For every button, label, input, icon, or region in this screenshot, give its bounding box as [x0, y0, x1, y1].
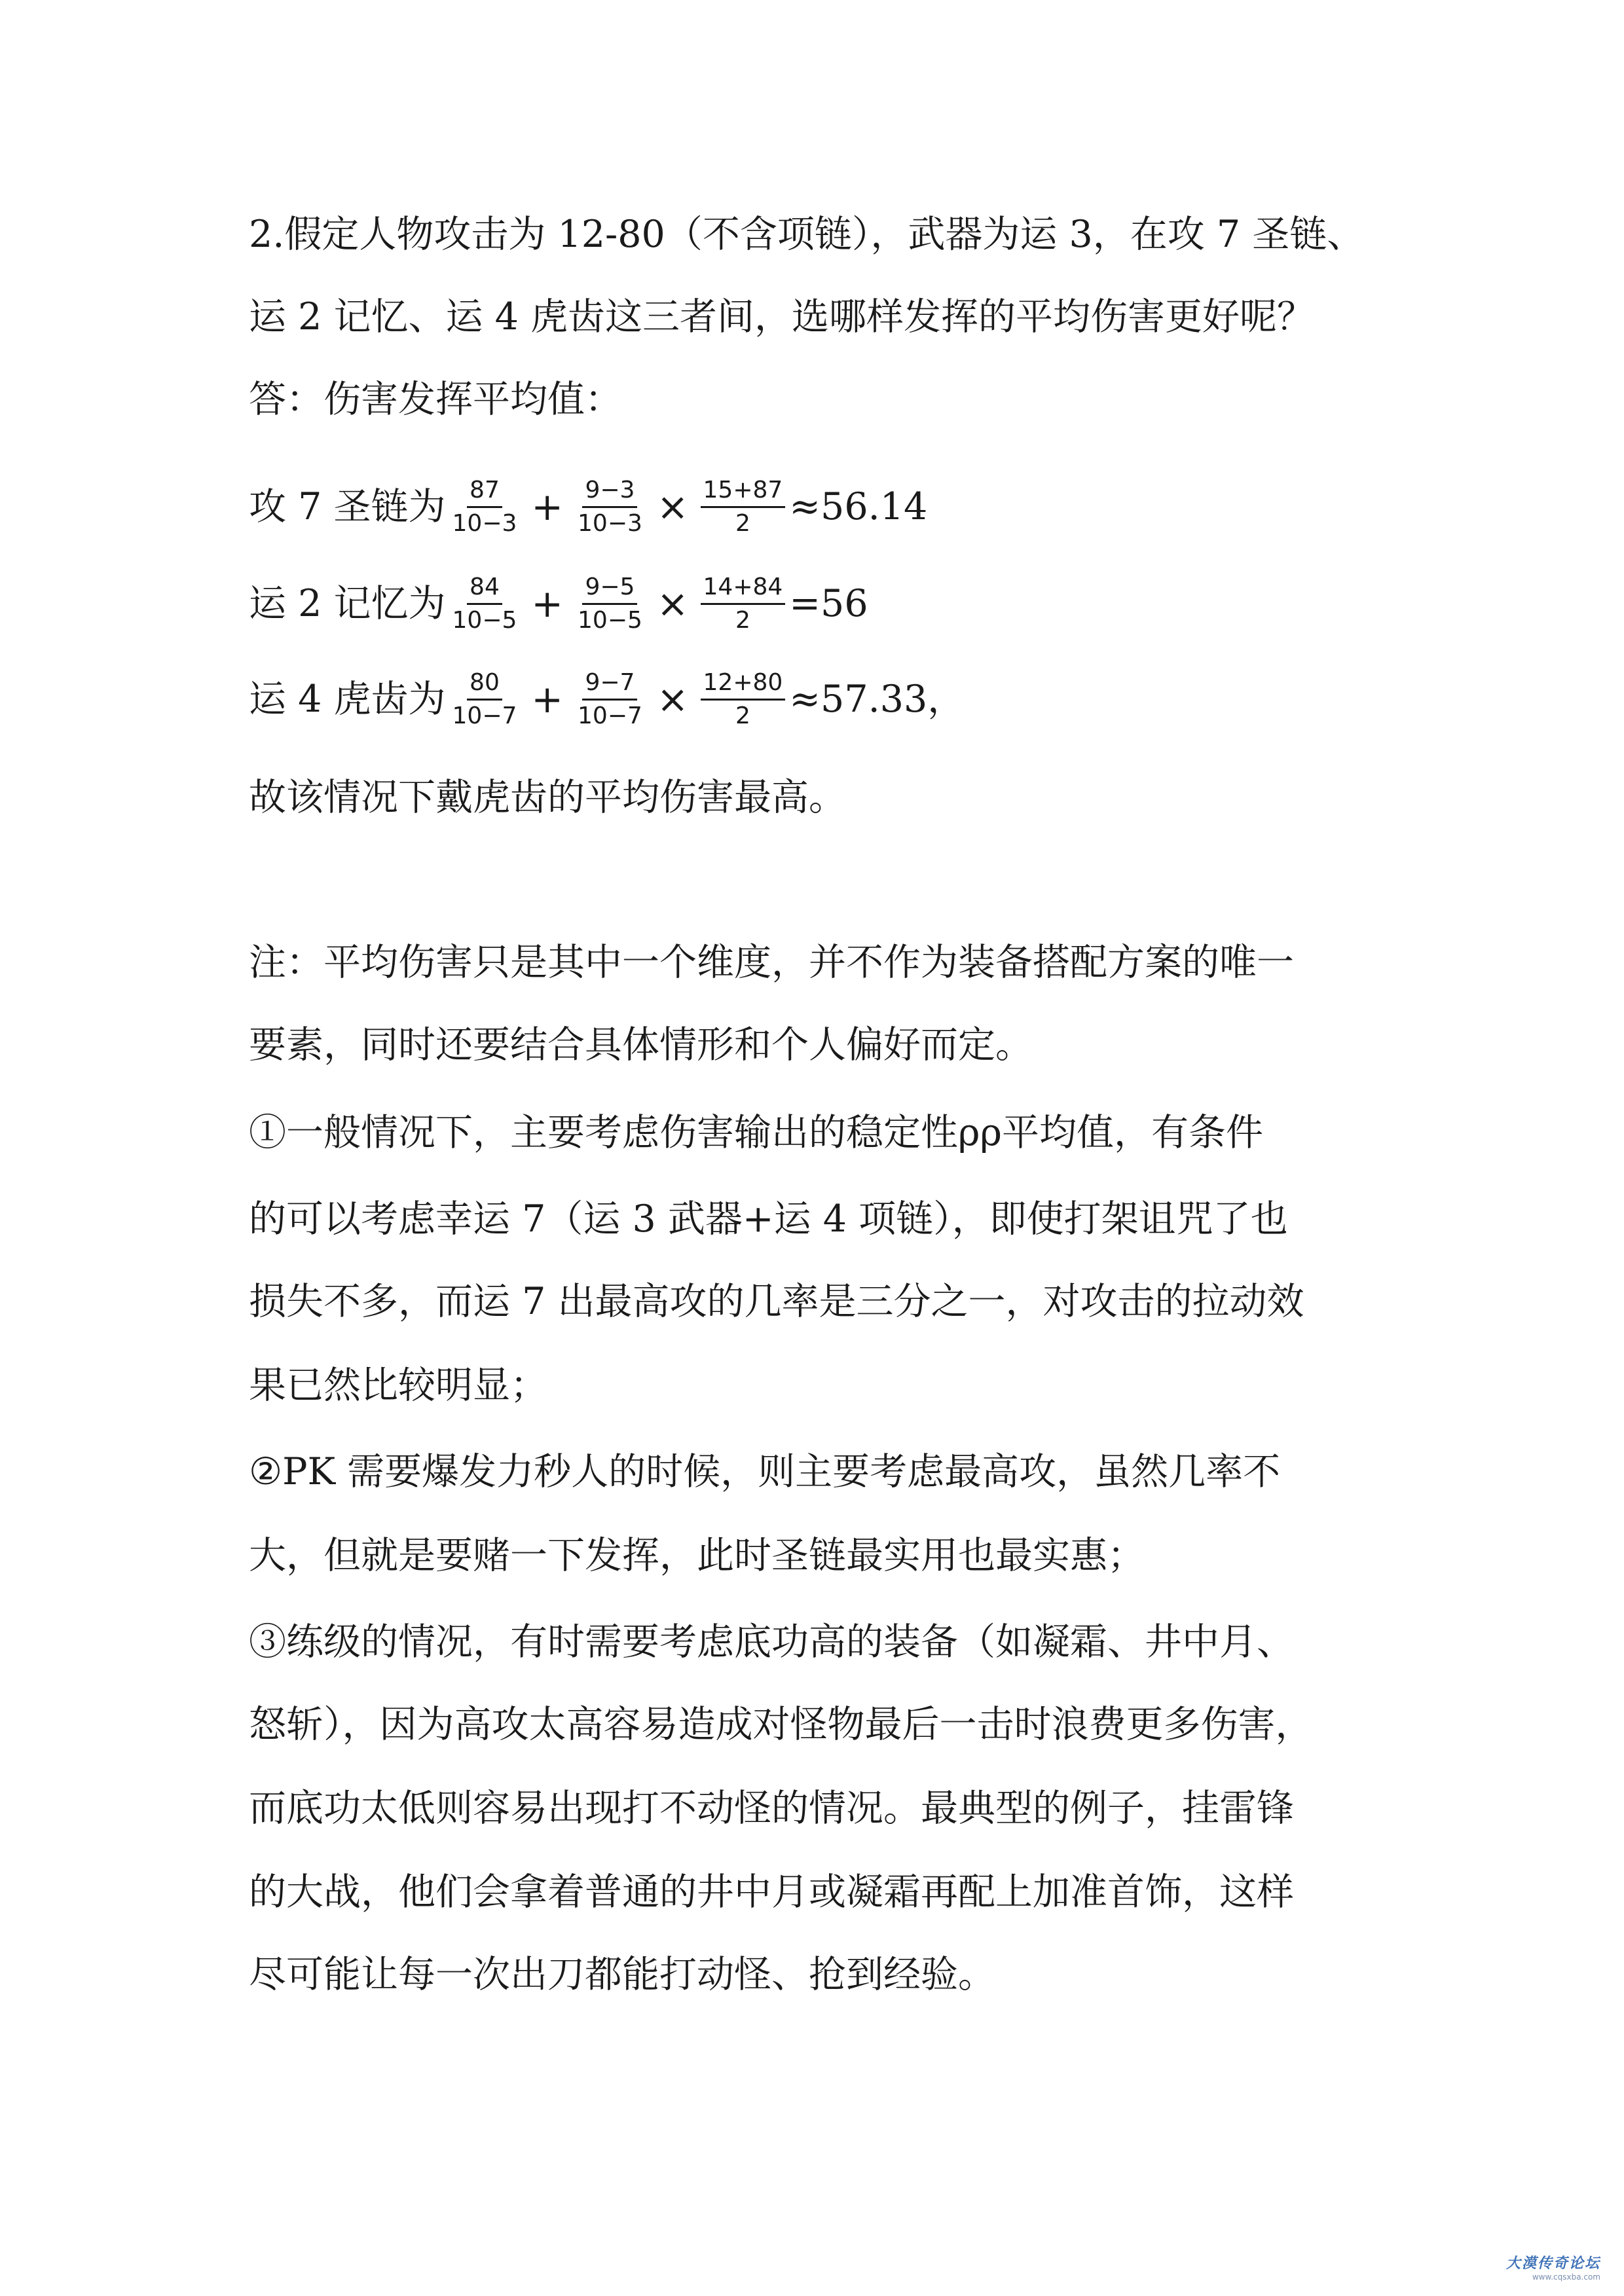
fraction-denominator: 10−5	[452, 606, 517, 634]
formula-label: 攻 7 圣链为	[249, 485, 446, 528]
plus-operator: +	[531, 581, 564, 626]
site-watermark	[1506, 2252, 1600, 2282]
fraction	[450, 668, 520, 731]
fraction-denominator: 2	[735, 606, 750, 634]
answer-intro: 答：伤害发挥平均值：	[249, 378, 622, 421]
note-line: 怒斩），因为高攻太高容易造成对怪物最后一击时浪费更多伤害，	[249, 1703, 1313, 1746]
note-line: ①一般情况下，主要考虑伤害输出的稳定性ρρ平均值，有条件	[249, 1111, 1264, 1154]
formula-result: ≈56.14	[789, 485, 928, 528]
note-line: 而底功太低则容易出现打不动怪的情况。最典型的例子，挂雷锋	[249, 1787, 1294, 1830]
plus-operator: +	[531, 484, 564, 529]
note-line: 大，但就是要赌一下发挥，此时圣链最实用也最实惠；	[249, 1534, 1145, 1577]
fraction	[701, 476, 786, 538]
note-line: 果已然比较明显；	[249, 1364, 547, 1407]
fraction-denominator: 2	[735, 509, 750, 537]
note-line: ②PK 需要爆发力秒人的时候，则主要考虑最高攻，虽然几率不	[249, 1450, 1281, 1493]
plus-operator: +	[531, 677, 564, 721]
fraction	[575, 573, 645, 635]
fraction-numerator: 12+80	[701, 668, 786, 701]
note-line: 注：平均伤害只是其中一个维度，并不作为装备搭配方案的唯一	[249, 941, 1294, 984]
fraction-denominator: 2	[735, 702, 750, 729]
fraction-numerator: 15+87	[701, 476, 786, 508]
formula-label: 运 2 记忆为	[249, 582, 446, 625]
formula-label: 运 4 虎齿为	[249, 678, 446, 721]
note-line: 损失不多，而运 7 出最高攻的几率是三分之一，对攻击的拉动效	[249, 1280, 1304, 1323]
times-operator: ×	[656, 677, 689, 721]
formula-row	[249, 653, 1388, 745]
fraction-numerator: 9−7	[582, 668, 637, 701]
fraction-numerator: 9−5	[582, 573, 637, 605]
conclusion: 故该情况下戴虎齿的平均伤害最高。	[249, 776, 846, 819]
fraction	[575, 668, 645, 731]
fraction-numerator: 87	[467, 476, 502, 508]
fraction	[450, 573, 520, 635]
note-line: ③练级的情况，有时需要考虑底功高的装备（如凝霜、井中月、	[249, 1620, 1294, 1664]
fraction	[701, 573, 786, 635]
fraction-denominator: 10−5	[578, 606, 642, 634]
fraction-denominator: 10−7	[578, 702, 642, 729]
fraction-numerator: 9−3	[582, 476, 637, 508]
fraction	[701, 668, 786, 731]
fraction	[575, 476, 645, 538]
fraction-numerator: 14+84	[701, 573, 786, 605]
watermark-name: 大漠传奇论坛	[1505, 2255, 1600, 2272]
note-line: 尽可能让每一次出刀都能打动怪、抢到经验。	[249, 1953, 995, 1996]
watermark-url: www.cqsxba.com	[1532, 2272, 1600, 2282]
note-line: 的大战，他们会拿着普通的井中月或凝霜再配上加准首饰，这样	[249, 1870, 1294, 1914]
fraction	[450, 476, 520, 538]
formula-row	[249, 461, 1388, 553]
formula-row	[249, 558, 1388, 649]
fraction-numerator: 84	[467, 573, 502, 605]
times-operator: ×	[656, 581, 689, 626]
fraction-numerator: 80	[467, 668, 502, 701]
fraction-denominator: 10−3	[578, 509, 642, 537]
times-operator: ×	[656, 484, 689, 529]
fraction-denominator: 10−7	[452, 702, 517, 729]
formula-result: ≈57.33，	[789, 678, 965, 721]
note-line: 的可以考虑幸运 7（运 3 武器+运 4 项链），即使打架诅咒了也	[249, 1197, 1288, 1241]
note-line: 要素，同时还要结合具体情形和个人偏好而定。	[249, 1023, 1033, 1066]
fraction-denominator: 10−3	[452, 509, 517, 537]
question-line-2: 运 2 记忆、运 4 虎齿这三者间，选哪样发挥的平均伤害更好呢？	[249, 295, 1315, 338]
formula-result: =56	[789, 582, 868, 625]
question-line-1: 2.假定人物攻击为 12-80（不含项链），武器为运 3，在攻 7 圣链、	[249, 213, 1365, 256]
